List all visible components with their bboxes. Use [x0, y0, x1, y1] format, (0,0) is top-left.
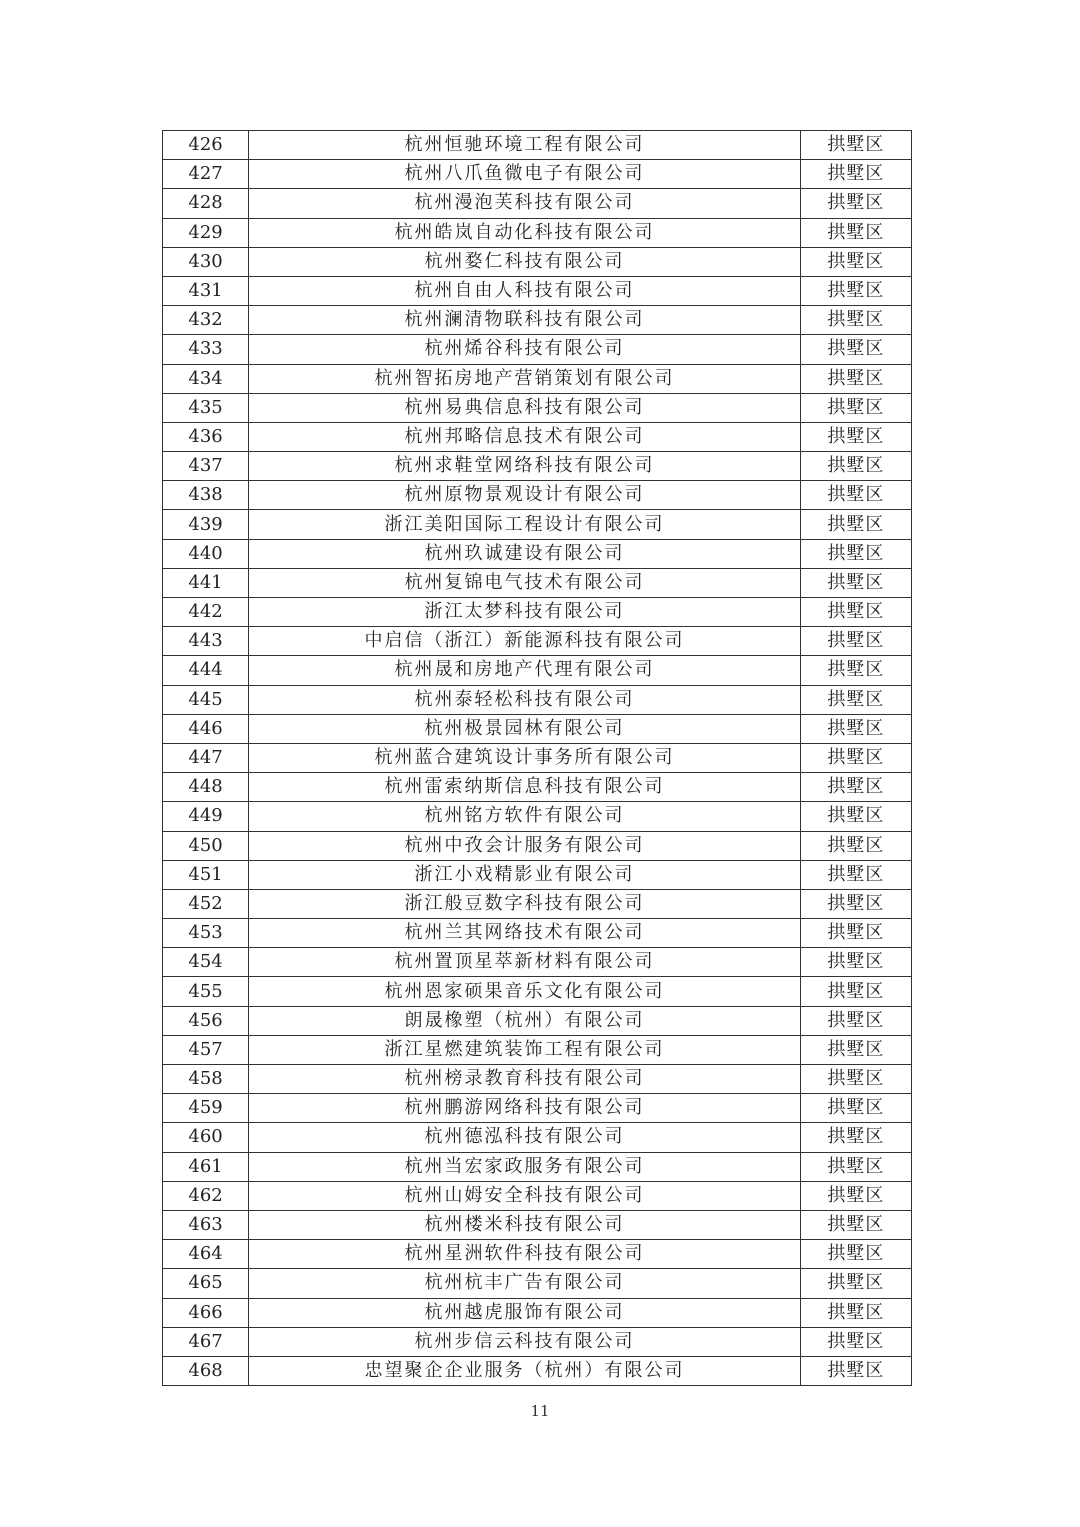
district-cell: 拱墅区 [800, 1240, 911, 1269]
company-name-cell: 杭州山姆安全科技有限公司 [249, 1181, 801, 1210]
table-row [163, 247, 912, 276]
row-number-cell: 460 [163, 1123, 249, 1152]
company-name-cell: 浙江星燃建筑装饰工程有限公司 [249, 1035, 801, 1064]
page-number: 11 [530, 1402, 550, 1420]
district-cell: 拱墅区 [800, 1035, 911, 1064]
company-name-cell: 杭州当宏家政服务有限公司 [249, 1152, 801, 1181]
row-number-cell: 444 [163, 656, 249, 685]
company-name-cell: 浙江太梦科技有限公司 [249, 598, 801, 627]
table-row [163, 1298, 912, 1327]
company-name-cell: 杭州漫泡芙科技有限公司 [249, 189, 801, 218]
row-number-cell: 457 [163, 1035, 249, 1064]
table-row [163, 714, 912, 743]
row-number-cell: 456 [163, 1006, 249, 1035]
table-row [163, 539, 912, 568]
table-row [163, 977, 912, 1006]
district-cell: 拱墅区 [800, 452, 911, 481]
row-number-cell: 448 [163, 773, 249, 802]
district-cell: 拱墅区 [800, 714, 911, 743]
district-cell: 拱墅区 [800, 189, 911, 218]
district-cell: 拱墅区 [800, 1298, 911, 1327]
table-row [163, 656, 912, 685]
company-name-cell: 杭州越虎服饰有限公司 [249, 1298, 801, 1327]
district-cell: 拱墅区 [800, 1181, 911, 1210]
table-row [163, 1035, 912, 1064]
district-cell: 拱墅区 [800, 1152, 911, 1181]
row-number-cell: 438 [163, 481, 249, 510]
district-cell: 拱墅区 [800, 1327, 911, 1356]
district-cell: 拱墅区 [800, 831, 911, 860]
district-cell: 拱墅区 [800, 306, 911, 335]
row-number-cell: 452 [163, 889, 249, 918]
company-name-cell: 杭州星洲软件科技有限公司 [249, 1240, 801, 1269]
district-cell: 拱墅区 [800, 510, 911, 539]
table-row [163, 831, 912, 860]
company-name-cell: 忠望聚企企业服务（杭州）有限公司 [249, 1356, 801, 1385]
company-name-cell: 杭州榜录教育科技有限公司 [249, 1065, 801, 1094]
district-cell: 拱墅区 [800, 218, 911, 247]
company-name-cell: 杭州杭丰广告有限公司 [249, 1269, 801, 1298]
row-number-cell: 450 [163, 831, 249, 860]
row-number-cell: 430 [163, 247, 249, 276]
district-cell: 拱墅区 [800, 422, 911, 451]
company-name-cell: 杭州复锦电气技术有限公司 [249, 568, 801, 597]
district-cell: 拱墅区 [800, 539, 911, 568]
district-cell: 拱墅区 [800, 685, 911, 714]
table-row [163, 1269, 912, 1298]
district-cell: 拱墅区 [800, 860, 911, 889]
company-list-body [163, 131, 912, 1386]
row-number-cell: 436 [163, 422, 249, 451]
company-name-cell: 杭州铭方软件有限公司 [249, 802, 801, 831]
company-name-cell: 杭州玖诚建设有限公司 [249, 539, 801, 568]
table-row [163, 568, 912, 597]
table-row [163, 1152, 912, 1181]
row-number-cell: 446 [163, 714, 249, 743]
district-cell: 拱墅区 [800, 1210, 911, 1239]
company-name-cell: 杭州恒驰环境工程有限公司 [249, 131, 801, 160]
table-row [163, 131, 912, 160]
row-number-cell: 465 [163, 1269, 249, 1298]
table-row [163, 889, 912, 918]
district-cell: 拱墅区 [800, 131, 911, 160]
district-cell: 拱墅区 [800, 568, 911, 597]
district-cell: 拱墅区 [800, 247, 911, 276]
table-row [163, 160, 912, 189]
company-name-cell: 杭州楼米科技有限公司 [249, 1210, 801, 1239]
district-cell: 拱墅区 [800, 948, 911, 977]
table-row [163, 510, 912, 539]
row-number-cell: 447 [163, 743, 249, 772]
table-row [163, 1210, 912, 1239]
row-number-cell: 432 [163, 306, 249, 335]
district-cell: 拱墅区 [800, 598, 911, 627]
company-name-cell: 杭州步信云科技有限公司 [249, 1327, 801, 1356]
row-number-cell: 429 [163, 218, 249, 247]
district-cell: 拱墅区 [800, 889, 911, 918]
row-number-cell: 453 [163, 919, 249, 948]
row-number-cell: 442 [163, 598, 249, 627]
company-name-cell: 杭州恩家硕果音乐文化有限公司 [249, 977, 801, 1006]
district-cell: 拱墅区 [800, 773, 911, 802]
row-number-cell: 464 [163, 1240, 249, 1269]
table-row [163, 306, 912, 335]
company-name-cell: 杭州易典信息科技有限公司 [249, 393, 801, 422]
district-cell: 拱墅区 [800, 977, 911, 1006]
row-number-cell: 433 [163, 335, 249, 364]
district-cell: 拱墅区 [800, 276, 911, 305]
district-cell: 拱墅区 [800, 1269, 911, 1298]
row-number-cell: 463 [163, 1210, 249, 1239]
row-number-cell: 437 [163, 452, 249, 481]
row-number-cell: 431 [163, 276, 249, 305]
company-name-cell: 杭州中孜会计服务有限公司 [249, 831, 801, 860]
district-cell: 拱墅区 [800, 335, 911, 364]
company-name-cell: 杭州求鞋堂网络科技有限公司 [249, 452, 801, 481]
row-number-cell: 455 [163, 977, 249, 1006]
row-number-cell: 459 [163, 1094, 249, 1123]
table-row [163, 948, 912, 977]
table-row [163, 276, 912, 305]
company-name-cell: 杭州雷索纳斯信息科技有限公司 [249, 773, 801, 802]
company-name-cell: 浙江小戏精影业有限公司 [249, 860, 801, 889]
row-number-cell: 435 [163, 393, 249, 422]
table-row [163, 189, 912, 218]
company-name-cell: 杭州皓岚自动化科技有限公司 [249, 218, 801, 247]
company-name-cell: 杭州婺仁科技有限公司 [249, 247, 801, 276]
table-row [163, 422, 912, 451]
table-row [163, 364, 912, 393]
company-name-cell: 杭州蓝合建筑设计事务所有限公司 [249, 743, 801, 772]
district-cell: 拱墅区 [800, 481, 911, 510]
company-list-table [162, 130, 912, 1386]
district-cell: 拱墅区 [800, 364, 911, 393]
table-row [163, 452, 912, 481]
table-row [163, 1181, 912, 1210]
company-name-cell: 杭州晟和房地产代理有限公司 [249, 656, 801, 685]
company-name-cell: 杭州德泓科技有限公司 [249, 1123, 801, 1152]
district-cell: 拱墅区 [800, 656, 911, 685]
row-number-cell: 466 [163, 1298, 249, 1327]
company-name-cell: 杭州八爪鱼微电子有限公司 [249, 160, 801, 189]
table-row [163, 1065, 912, 1094]
row-number-cell: 454 [163, 948, 249, 977]
row-number-cell: 427 [163, 160, 249, 189]
row-number-cell: 451 [163, 860, 249, 889]
district-cell: 拱墅区 [800, 393, 911, 422]
table-row [163, 218, 912, 247]
company-name-cell: 杭州邦略信息技术有限公司 [249, 422, 801, 451]
table-row [163, 802, 912, 831]
district-cell: 拱墅区 [800, 919, 911, 948]
table-row [163, 743, 912, 772]
company-name-cell: 杭州鹏游网络科技有限公司 [249, 1094, 801, 1123]
table-row [163, 598, 912, 627]
row-number-cell: 458 [163, 1065, 249, 1094]
row-number-cell: 439 [163, 510, 249, 539]
company-name-cell: 朗晟橡塑（杭州）有限公司 [249, 1006, 801, 1035]
district-cell: 拱墅区 [800, 1094, 911, 1123]
row-number-cell: 449 [163, 802, 249, 831]
district-cell: 拱墅区 [800, 627, 911, 656]
table-row [163, 1356, 912, 1385]
company-name-cell: 杭州极景园林有限公司 [249, 714, 801, 743]
company-name-cell: 杭州澜清物联科技有限公司 [249, 306, 801, 335]
table-row [163, 773, 912, 802]
company-name-cell: 杭州兰其网络技术有限公司 [249, 919, 801, 948]
row-number-cell: 467 [163, 1327, 249, 1356]
district-cell: 拱墅区 [800, 1006, 911, 1035]
company-name-cell: 浙江美阳国际工程设计有限公司 [249, 510, 801, 539]
table-row [163, 1094, 912, 1123]
table-row [163, 860, 912, 889]
district-cell: 拱墅区 [800, 1065, 911, 1094]
row-number-cell: 434 [163, 364, 249, 393]
row-number-cell: 426 [163, 131, 249, 160]
row-number-cell: 462 [163, 1181, 249, 1210]
company-name-cell: 中启信（浙江）新能源科技有限公司 [249, 627, 801, 656]
table-row [163, 1123, 912, 1152]
district-cell: 拱墅区 [800, 160, 911, 189]
company-name-cell: 浙江般豆数字科技有限公司 [249, 889, 801, 918]
company-name-cell: 杭州自由人科技有限公司 [249, 276, 801, 305]
company-name-cell: 杭州泰轻松科技有限公司 [249, 685, 801, 714]
row-number-cell: 441 [163, 568, 249, 597]
table-row [163, 919, 912, 948]
row-number-cell: 468 [163, 1356, 249, 1385]
table-row [163, 627, 912, 656]
table-row [163, 1006, 912, 1035]
table-row [163, 481, 912, 510]
row-number-cell: 445 [163, 685, 249, 714]
row-number-cell: 461 [163, 1152, 249, 1181]
district-cell: 拱墅区 [800, 743, 911, 772]
company-name-cell: 杭州原物景观设计有限公司 [249, 481, 801, 510]
district-cell: 拱墅区 [800, 802, 911, 831]
table-row [163, 1240, 912, 1269]
table-row [163, 685, 912, 714]
row-number-cell: 428 [163, 189, 249, 218]
company-name-cell: 杭州智拓房地产营销策划有限公司 [249, 364, 801, 393]
company-name-cell: 杭州置顶星萃新材料有限公司 [249, 948, 801, 977]
company-name-cell: 杭州烯谷科技有限公司 [249, 335, 801, 364]
district-cell: 拱墅区 [800, 1356, 911, 1385]
table-row [163, 1327, 912, 1356]
row-number-cell: 440 [163, 539, 249, 568]
district-cell: 拱墅区 [800, 1123, 911, 1152]
table-row [163, 335, 912, 364]
table-row [163, 393, 912, 422]
row-number-cell: 443 [163, 627, 249, 656]
